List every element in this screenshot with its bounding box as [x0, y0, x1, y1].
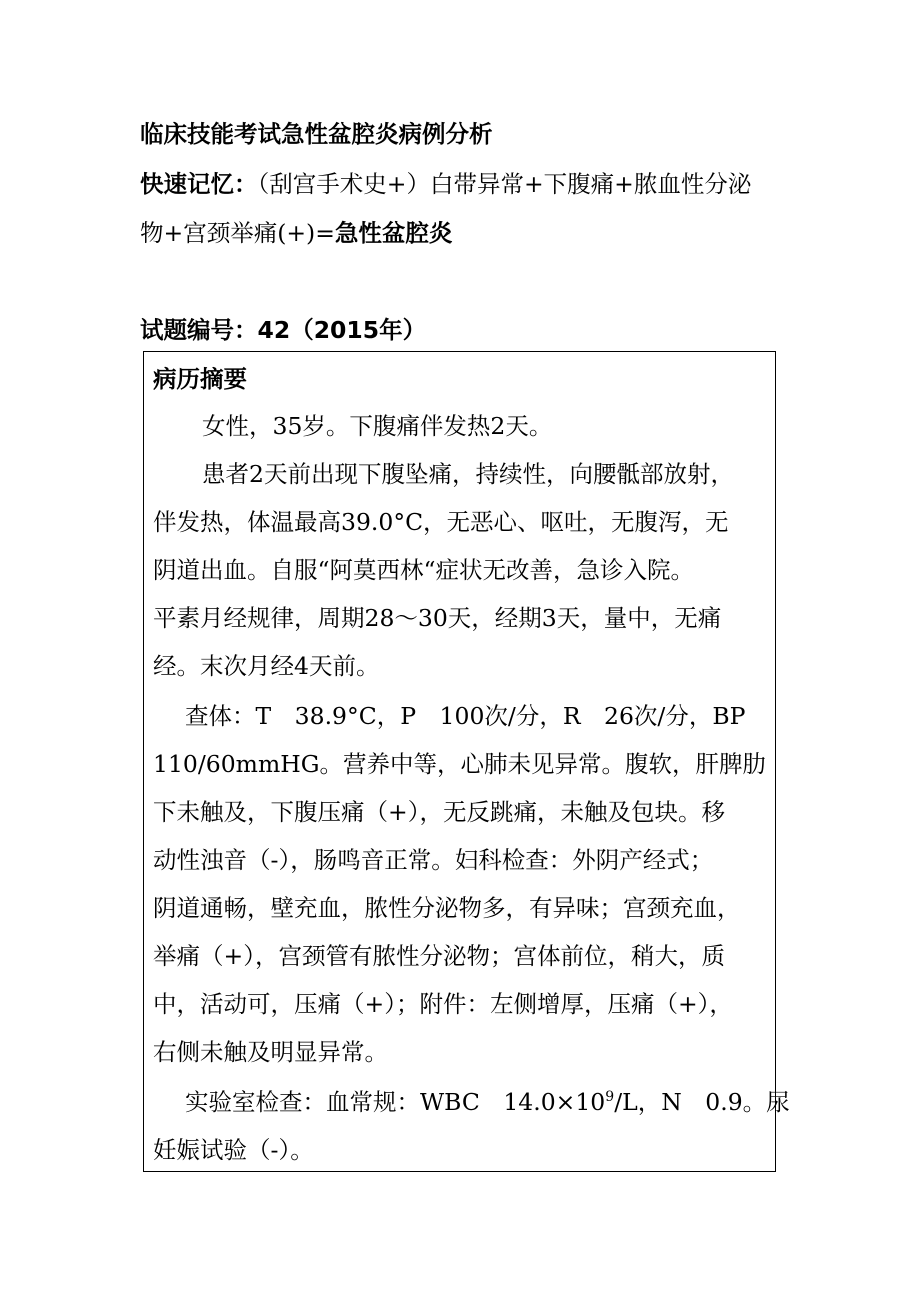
lab-text-suffix: /L，N 0.9。尿 — [614, 1088, 790, 1116]
lab-line-1 — [185, 1087, 790, 1117]
quick-memory-line-2 — [140, 218, 452, 248]
history-line-1: 患者2天前出现下腹坠痛，持续性，向腰骶部放射， — [202, 460, 734, 488]
exam-line-2: 110/60mmHG。营养中等，心肺未见异常。腹软，肝脾肋 — [153, 750, 767, 778]
history-line-4: 平素月经规律，周期28～30天，经期3天，量中，无痛 — [153, 604, 722, 632]
exam-line-3: 下未触及，下腹压痛（+），无反跳痛，未触及包块。移 — [153, 798, 725, 826]
lab-text-prefix: 实验室检查：血常规：WBC 14.0×10 — [185, 1088, 606, 1116]
quick-memory-line-1 — [140, 169, 751, 199]
chief-complaint: 女性，35岁。下腹痛伴发热2天。 — [202, 412, 553, 440]
quick-memory-text-2: 物+宫颈举痛(+)= — [140, 219, 335, 247]
lab-line-2: 妊娠试验（-）。 — [153, 1136, 314, 1164]
exam-line-4: 动性浊音（-），肠鸣音正常。妇科检查：外阴产经式； — [153, 846, 714, 874]
history-line-3: 阴道出血。自服“阿莫西林“症状无改善，急诊入院。 — [153, 556, 695, 584]
exam-line-1: 查体：T 38.9°C，P 100次/分，R 26次/分，BP — [185, 702, 746, 730]
exam-line-5: 阴道通畅，壁充血，脓性分泌物多，有异味；宫颈充血， — [153, 894, 741, 922]
exam-line-7: 中，活动可，压痛（+）；附件：左侧增厚，压痛（+）， — [153, 990, 733, 1018]
document-title: 临床技能考试急性盆腔炎病例分析 — [140, 120, 493, 148]
quick-memory-label: 快速记忆： — [140, 170, 258, 198]
case-heading: 病历摘要 — [153, 365, 247, 393]
history-line-5: 经。末次月经4天前。 — [153, 652, 380, 680]
exam-line-8: 右侧未触及明显异常。 — [153, 1038, 388, 1066]
question-number: 试题编号：42（2015年） — [140, 316, 427, 344]
exam-line-6: 举痛（+），宫颈管有脓性分泌物；宫体前位，稍大，质 — [153, 942, 725, 970]
lab-exponent: 9 — [605, 1089, 615, 1105]
history-line-2: 伴发热，体温最高39.0°C，无恶心、呕吐，无腹泻，无 — [153, 508, 729, 536]
quick-memory-text-1: （刮宫手术史+）白带异常+下腹痛+脓血性分泌 — [257, 170, 752, 198]
diagnosis-text: 急性盆腔炎 — [334, 219, 453, 247]
